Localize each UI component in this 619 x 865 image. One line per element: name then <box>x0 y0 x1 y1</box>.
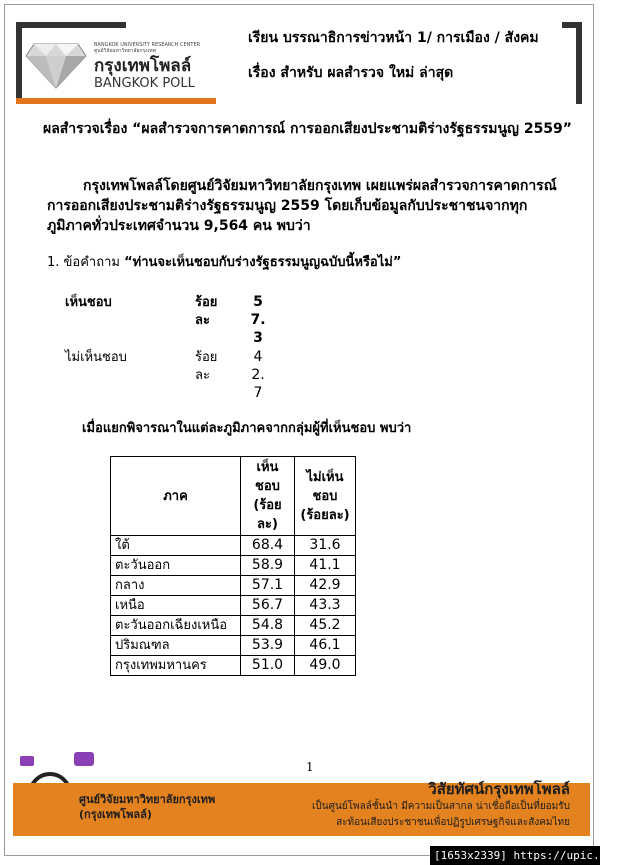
result-value-disagree: 42.7 <box>251 349 265 401</box>
table-row <box>111 616 356 636</box>
disagree-value: 46.1 <box>295 636 356 656</box>
region-name: กลาง <box>111 576 241 596</box>
agree-value: 58.9 <box>241 556 295 576</box>
region-table <box>110 456 356 676</box>
result-value-agree: 57.3 <box>250 294 266 346</box>
region-name: เหนือ <box>111 596 241 616</box>
footer-vision-line-1: เป็นศูนย์โพลล์ชั้นนำ มีความเป็นสากล น่าเชื่อถือเป็นที่ยอมรับ <box>312 801 570 812</box>
brand-name-en: BANGKOK POLL <box>94 76 195 91</box>
recipient-line: เรียน บรรณาธิการข่าวหน้า 1/ การเมือง / สังคม <box>248 30 539 46</box>
org-name-th: ศูนย์วิจัยมหาวิทยาลัยกรุงเทพ <box>94 48 156 54</box>
agree-value: 51.0 <box>241 656 295 676</box>
disagree-value: 42.9 <box>295 576 356 596</box>
table-row <box>111 636 356 656</box>
disagree-value: 43.3 <box>295 596 356 616</box>
image-size-caption: [1653x2339] https://upic.me/ <box>430 846 600 865</box>
footer-vision-title: วิสัยทัศน์กรุงเทพโพลล์ <box>428 780 570 798</box>
disagree-value: 45.2 <box>295 616 356 636</box>
result-label-agree: เห็นชอบ <box>65 295 112 310</box>
subject-line-cut: เรื่อง สำหรับ ผลสำรวจ ใหม่ ล่าสุด <box>248 65 454 81</box>
disagree-value: 31.6 <box>295 536 356 556</box>
disagree-value: 49.0 <box>295 656 356 676</box>
region-name: ใต้ <box>111 536 241 556</box>
region-name: ตะวันออกเฉียงเหนือ <box>111 616 241 636</box>
table-row <box>111 576 356 596</box>
result-unit-disagree: ร้อยละ <box>195 350 218 383</box>
disagree-value: 41.1 <box>295 556 356 576</box>
agree-value: 54.8 <box>241 616 295 636</box>
diamond-icon <box>24 40 88 90</box>
footer-vision-line-2: สะท้อนเสียงประชาชนเพื่อปฏิรูปเศรษฐกิจและสังคมไทย <box>336 817 570 828</box>
org-name-en: BANGKOK UNIVERSITY RESEARCH CENTER <box>94 42 201 48</box>
region-name: ตะวันออก <box>111 556 241 576</box>
agree-value: 53.9 <box>241 636 295 656</box>
result-unit-agree: ร้อยละ <box>195 295 218 328</box>
col-header-region: ภาค <box>111 457 241 536</box>
question-prefix: 1. ข้อคำถาม <box>47 255 125 270</box>
agree-value: 56.7 <box>241 596 295 616</box>
footer-org-name: ศูนย์วิจัยมหาวิทยาลัยกรุงเทพ (กรุงเทพโพลล์) <box>79 793 216 821</box>
region-name: ปริมณฑล <box>111 636 241 656</box>
agree-value: 68.4 <box>241 536 295 556</box>
table-row <box>111 536 356 556</box>
table-row <box>111 556 356 576</box>
survey-title: ผลสำรวจเรื่อง “ผลสำรวจการคาดการณ์ การออกเสียงประชามติร่างรัฐธรรมนูญ 2559” <box>42 121 572 137</box>
region-name: กรุงเทพมหานคร <box>111 656 241 676</box>
table-row <box>111 656 356 676</box>
table-row <box>111 596 356 616</box>
intro-paragraph: กรุงเทพโพลล์โดยศูนย์วิจัยมหาวิทยาลัยกรุงเทพ เผยแพร่ผลสำรวจการคาดการณ์ การออกเสียงประชามติร่างรัฐธรรมนูญ 2559 โดยเก็บข้อมูลกับประชาชนจากทุกภูมิภาคทั่วประเทศจำนวน 9,564 คน พบว่า <box>47 178 557 234</box>
region-heading: เมื่อแยกพิจารณาในแต่ละภูมิภาคจากกลุ่มผู้ที่เห็นชอบ พบว่า <box>82 421 412 436</box>
bangkok-poll-logo <box>24 38 204 98</box>
footer-banner <box>13 780 590 836</box>
col-header-disagree: ไม่เห็นชอบ (ร้อยละ) <box>295 457 356 536</box>
question-1 <box>47 254 401 272</box>
col-header-agree: เห็นชอบ (ร้อยละ) <box>241 457 295 536</box>
question-text: “ท่านจะเห็นชอบกับร่างรัฐธรรมนูญฉบับนี้หรือไม่” <box>124 255 402 270</box>
brand-name-th: กรุงเทพโพลล์ <box>94 56 192 76</box>
agree-value: 57.1 <box>241 576 295 596</box>
result-label-disagree: ไม่เห็นชอบ <box>65 350 127 365</box>
page-number: 1 <box>306 760 314 774</box>
